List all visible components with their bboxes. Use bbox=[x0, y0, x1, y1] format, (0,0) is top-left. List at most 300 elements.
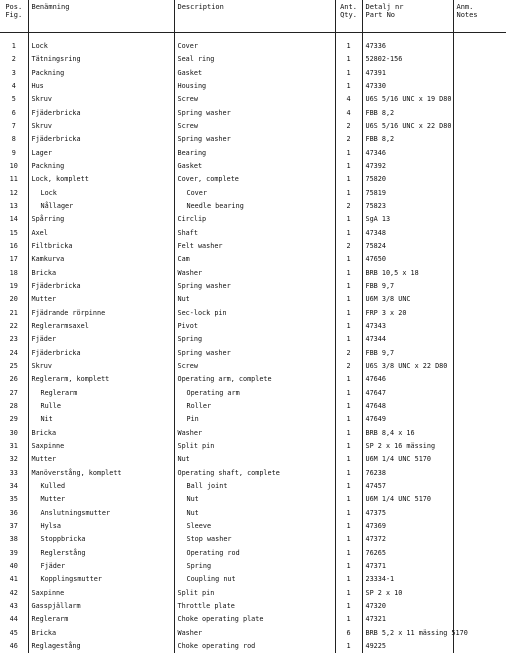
cell-pos: 42 bbox=[9, 588, 18, 597]
cell-part-no: 47321 bbox=[362, 613, 453, 626]
cell-part-no: BRB 8,4 x 16 bbox=[362, 427, 453, 440]
cell-description: Spring washer bbox=[174, 280, 335, 293]
cell-qty: 1 bbox=[335, 400, 362, 413]
cell-pos: 40 bbox=[9, 561, 18, 570]
cell-part-no: FBB 8,2 bbox=[362, 107, 453, 120]
cell-description: Nut bbox=[174, 453, 335, 466]
table-row bbox=[0, 320, 506, 333]
header-qty bbox=[335, 0, 362, 33]
cell-notes bbox=[453, 613, 506, 626]
cell-pos: 26 bbox=[9, 375, 18, 384]
cell-notes bbox=[453, 173, 506, 186]
cell-notes bbox=[453, 413, 506, 426]
cell-notes bbox=[453, 493, 506, 506]
cell-qty: 1 bbox=[335, 560, 362, 573]
cell-description: Bearing bbox=[174, 147, 335, 160]
cell-description: Operating arm, complete bbox=[174, 373, 335, 386]
table-row bbox=[0, 373, 506, 386]
cell-notes bbox=[453, 120, 506, 133]
cell-qty: 1 bbox=[335, 160, 362, 173]
cell-notes bbox=[453, 360, 506, 373]
cell-notes bbox=[453, 280, 506, 293]
cell-qty: 1 bbox=[335, 293, 362, 306]
cell-benamning: Reglerarmsaxel bbox=[28, 320, 174, 333]
cell-description: Spring washer bbox=[174, 133, 335, 146]
cell-description: Sleeve bbox=[174, 520, 335, 533]
cell-notes bbox=[453, 53, 506, 66]
cell-notes bbox=[453, 560, 506, 573]
cell-pos: 35 bbox=[9, 495, 18, 504]
cell-pos: 30 bbox=[9, 428, 18, 437]
table-row bbox=[0, 40, 506, 53]
table-row bbox=[0, 147, 506, 160]
table-row bbox=[0, 546, 506, 559]
cell-part-no: 76238 bbox=[362, 467, 453, 480]
cell-benamning: Bricka bbox=[28, 427, 174, 440]
cell-qty: 1 bbox=[335, 573, 362, 586]
cell-description: Sec-lock pin bbox=[174, 307, 335, 320]
cell-pos: 13 bbox=[9, 202, 18, 211]
header-notes-sv: Anm. bbox=[456, 3, 474, 11]
cell-benamning: Fjäderbricka bbox=[28, 280, 174, 293]
cell-part-no: SP 2 x 16 mässing bbox=[362, 440, 453, 453]
cell-benamning: Nållager bbox=[28, 200, 174, 213]
cell-notes bbox=[453, 307, 506, 320]
table-row bbox=[0, 280, 506, 293]
cell-pos: 17 bbox=[9, 255, 18, 264]
cell-notes bbox=[453, 227, 506, 240]
cell-notes bbox=[453, 107, 506, 120]
cell-qty: 2 bbox=[335, 347, 362, 360]
cell-qty: 4 bbox=[335, 107, 362, 120]
cell-part-no: 47330 bbox=[362, 80, 453, 93]
cell-notes bbox=[453, 387, 506, 400]
cell-description: Cover bbox=[174, 40, 335, 53]
cell-qty: 1 bbox=[335, 533, 362, 546]
cell-benamning: Bricka bbox=[28, 267, 174, 280]
cell-part-no: 75824 bbox=[362, 240, 453, 253]
cell-notes bbox=[453, 147, 506, 160]
cell-pos: 15 bbox=[9, 228, 18, 237]
cell-part-no: 47348 bbox=[362, 227, 453, 240]
table-row bbox=[0, 80, 506, 93]
cell-part-no: FBB 8,2 bbox=[362, 133, 453, 146]
cell-pos: 16 bbox=[9, 242, 18, 251]
cell-benamning: Packning bbox=[28, 160, 174, 173]
cell-benamning: Reglerarm bbox=[28, 387, 174, 400]
cell-qty: 2 bbox=[335, 360, 362, 373]
cell-notes bbox=[453, 240, 506, 253]
cell-description: Gasket bbox=[174, 160, 335, 173]
cell-description: Choke operating rod bbox=[174, 640, 335, 653]
cell-part-no: 47648 bbox=[362, 400, 453, 413]
cell-description: Coupling nut bbox=[174, 573, 335, 586]
cell-part-no: 75823 bbox=[362, 200, 453, 213]
cell-pos: 1 bbox=[11, 42, 16, 51]
cell-description: Seal ring bbox=[174, 53, 335, 66]
cell-description: Cover bbox=[174, 187, 335, 200]
table-row bbox=[0, 600, 506, 613]
cell-description: Split pin bbox=[174, 440, 335, 453]
cell-qty: 1 bbox=[335, 440, 362, 453]
cell-notes bbox=[453, 586, 506, 599]
cell-description: Cover, complete bbox=[174, 173, 335, 186]
header-qty-sv: Ant. bbox=[340, 3, 357, 11]
cell-pos: 39 bbox=[9, 548, 18, 557]
cell-part-no: 47650 bbox=[362, 253, 453, 266]
cell-description: Pin bbox=[174, 413, 335, 426]
cell-pos: 27 bbox=[9, 388, 18, 397]
cell-pos: 6 bbox=[11, 108, 16, 117]
cell-benamning: Kamkurva bbox=[28, 253, 174, 266]
cell-description: Split pin bbox=[174, 586, 335, 599]
cell-qty: 1 bbox=[335, 307, 362, 320]
table-row bbox=[0, 387, 506, 400]
cell-pos: 5 bbox=[11, 95, 16, 104]
cell-benamning: Nit bbox=[28, 413, 174, 426]
cell-part-no: 47391 bbox=[362, 67, 453, 80]
cell-description: Pivot bbox=[174, 320, 335, 333]
cell-benamning: Reglerstång bbox=[28, 546, 174, 559]
cell-description: Operating shaft, complete bbox=[174, 467, 335, 480]
cell-notes bbox=[453, 440, 506, 453]
cell-pos: 8 bbox=[11, 135, 16, 144]
table-row bbox=[0, 307, 506, 320]
cell-benamning: Lager bbox=[28, 147, 174, 160]
cell-qty: 1 bbox=[335, 67, 362, 80]
cell-description: Throttle plate bbox=[174, 600, 335, 613]
cell-qty: 1 bbox=[335, 480, 362, 493]
table-row bbox=[0, 626, 506, 639]
header-pos-en: Fig. bbox=[5, 11, 23, 19]
cell-pos: 18 bbox=[9, 268, 18, 277]
cell-benamning: Reglerarm bbox=[28, 613, 174, 626]
cell-qty: 1 bbox=[335, 613, 362, 626]
table-row bbox=[0, 613, 506, 626]
table-row bbox=[0, 493, 506, 506]
cell-pos: 45 bbox=[9, 628, 18, 637]
table-row bbox=[0, 187, 506, 200]
table-row bbox=[0, 267, 506, 280]
cell-qty: 2 bbox=[335, 200, 362, 213]
cell-description: Operating rod bbox=[174, 546, 335, 559]
cell-pos: 25 bbox=[9, 362, 18, 371]
cell-pos: 34 bbox=[9, 481, 18, 490]
table-row bbox=[0, 253, 506, 266]
cell-benamning: Manöverstång, komplett bbox=[28, 467, 174, 480]
table-row bbox=[0, 467, 506, 480]
cell-part-no: U6S 5/16 UNC x 19 D80 bbox=[362, 93, 453, 106]
cell-pos: 43 bbox=[9, 601, 18, 610]
cell-benamning: Filtbricka bbox=[28, 240, 174, 253]
cell-description: Screw bbox=[174, 93, 335, 106]
cell-benamning: Mutter bbox=[28, 453, 174, 466]
cell-qty: 1 bbox=[335, 147, 362, 160]
cell-qty: 1 bbox=[335, 600, 362, 613]
table-row bbox=[0, 227, 506, 240]
header-notes-en: Notes bbox=[456, 11, 478, 19]
cell-benamning: Anslutningsmutter bbox=[28, 506, 174, 519]
cell-pos: 23 bbox=[9, 335, 18, 344]
cell-qty: 1 bbox=[335, 493, 362, 506]
cell-qty: 1 bbox=[335, 467, 362, 480]
cell-part-no: 23334-1 bbox=[362, 573, 453, 586]
cell-notes bbox=[453, 213, 506, 226]
cell-pos: 41 bbox=[9, 575, 18, 584]
table-row bbox=[0, 333, 506, 346]
cell-pos: 19 bbox=[9, 282, 18, 291]
table-row bbox=[0, 533, 506, 546]
cell-description: Operating arm bbox=[174, 387, 335, 400]
cell-notes bbox=[453, 480, 506, 493]
cell-benamning: Fjäderbricka bbox=[28, 133, 174, 146]
cell-pos: 46 bbox=[9, 641, 18, 650]
cell-qty: 1 bbox=[335, 333, 362, 346]
header-pos-sv: Pos. bbox=[5, 3, 23, 11]
cell-benamning: Saxpinne bbox=[28, 440, 174, 453]
cell-pos: 28 bbox=[9, 402, 18, 411]
cell-benamning: Rulle bbox=[28, 400, 174, 413]
cell-qty: 1 bbox=[335, 213, 362, 226]
cell-part-no: 47646 bbox=[362, 373, 453, 386]
cell-part-no: FRP 3 x 20 bbox=[362, 307, 453, 320]
cell-qty: 1 bbox=[335, 173, 362, 186]
cell-qty: 1 bbox=[335, 520, 362, 533]
cell-benamning: Fjäder bbox=[28, 333, 174, 346]
cell-pos: 37 bbox=[9, 521, 18, 530]
table-row bbox=[0, 293, 506, 306]
cell-notes bbox=[453, 333, 506, 346]
header-notes bbox=[453, 0, 506, 33]
cell-part-no: 47372 bbox=[362, 533, 453, 546]
cell-qty: 1 bbox=[335, 413, 362, 426]
cell-benamning: Mutter bbox=[28, 493, 174, 506]
cell-benamning: Gasspjällarm bbox=[28, 600, 174, 613]
cell-qty: 1 bbox=[335, 253, 362, 266]
cell-benamning: Tätningsring bbox=[28, 53, 174, 66]
cell-part-no: U6M 1/4 UNC 5170 bbox=[362, 493, 453, 506]
cell-description: Washer bbox=[174, 267, 335, 280]
table-row bbox=[0, 67, 506, 80]
cell-qty: 1 bbox=[335, 427, 362, 440]
cell-notes bbox=[453, 67, 506, 80]
cell-notes bbox=[453, 453, 506, 466]
cell-pos: 14 bbox=[9, 215, 18, 224]
table-row bbox=[0, 347, 506, 360]
cell-description: Needle bearing bbox=[174, 200, 335, 213]
cell-pos: 22 bbox=[9, 322, 18, 331]
cell-pos: 10 bbox=[9, 162, 18, 171]
cell-part-no: 47371 bbox=[362, 560, 453, 573]
cell-benamning: Kulled bbox=[28, 480, 174, 493]
cell-notes bbox=[453, 467, 506, 480]
cell-benamning: Packning bbox=[28, 67, 174, 80]
table-row bbox=[0, 400, 506, 413]
table-row bbox=[0, 440, 506, 453]
parts-table-body bbox=[0, 33, 506, 654]
cell-benamning: Saxpinne bbox=[28, 586, 174, 599]
cell-notes bbox=[453, 427, 506, 440]
cell-description: Nut bbox=[174, 493, 335, 506]
cell-notes bbox=[453, 533, 506, 546]
cell-pos: 33 bbox=[9, 468, 18, 477]
cell-benamning: Fjädrande rörpinne bbox=[28, 307, 174, 320]
cell-notes bbox=[453, 506, 506, 519]
cell-pos: 11 bbox=[9, 175, 18, 184]
cell-qty: 1 bbox=[335, 640, 362, 653]
cell-part-no: BRB 10,5 x 18 bbox=[362, 267, 453, 280]
cell-description: Choke operating plate bbox=[174, 613, 335, 626]
cell-description: Shaft bbox=[174, 227, 335, 240]
table-row bbox=[0, 560, 506, 573]
cell-benamning: Spårring bbox=[28, 213, 174, 226]
cell-benamning: Skruv bbox=[28, 93, 174, 106]
cell-description: Nut bbox=[174, 506, 335, 519]
cell-notes bbox=[453, 80, 506, 93]
cell-qty: 2 bbox=[335, 240, 362, 253]
table-row bbox=[0, 120, 506, 133]
cell-pos: 4 bbox=[11, 82, 16, 91]
cell-part-no: 47346 bbox=[362, 147, 453, 160]
cell-qty: 1 bbox=[335, 546, 362, 559]
cell-notes bbox=[453, 200, 506, 213]
cell-benamning: Fjäder bbox=[28, 560, 174, 573]
cell-notes bbox=[453, 160, 506, 173]
cell-description: Gasket bbox=[174, 67, 335, 80]
cell-part-no: 47336 bbox=[362, 40, 453, 53]
cell-notes bbox=[453, 640, 506, 653]
cell-description: Spring washer bbox=[174, 107, 335, 120]
header-qty-en: Qty. bbox=[340, 11, 357, 19]
table-row bbox=[0, 520, 506, 533]
cell-qty: 1 bbox=[335, 40, 362, 53]
cell-benamning: Fjäderbricka bbox=[28, 347, 174, 360]
cell-pos: 36 bbox=[9, 508, 18, 517]
table-row bbox=[0, 586, 506, 599]
cell-benamning: Hus bbox=[28, 80, 174, 93]
cell-notes bbox=[453, 40, 506, 53]
cell-qty: 2 bbox=[335, 120, 362, 133]
cell-part-no: U6M 1/4 UNC 5170 bbox=[362, 453, 453, 466]
cell-notes bbox=[453, 347, 506, 360]
cell-qty: 1 bbox=[335, 53, 362, 66]
table-row bbox=[0, 213, 506, 226]
cell-benamning: Skruv bbox=[28, 360, 174, 373]
cell-pos: 21 bbox=[9, 308, 18, 317]
cell-benamning: Lock, komplett bbox=[28, 173, 174, 186]
cell-pos: 44 bbox=[9, 615, 18, 624]
table-row bbox=[0, 53, 506, 66]
header-benamning: Benämning bbox=[28, 0, 174, 33]
cell-description: Spring washer bbox=[174, 347, 335, 360]
cell-part-no: U6M 3/8 UNC bbox=[362, 293, 453, 306]
cell-description: Stop washer bbox=[174, 533, 335, 546]
table-row bbox=[0, 240, 506, 253]
table-row bbox=[0, 640, 506, 653]
cell-part-no: 47647 bbox=[362, 387, 453, 400]
header-pos bbox=[0, 0, 28, 33]
cell-qty: 4 bbox=[335, 93, 362, 106]
cell-description: Washer bbox=[174, 427, 335, 440]
cell-part-no: 76265 bbox=[362, 546, 453, 559]
cell-part-no: 52802-156 bbox=[362, 53, 453, 66]
cell-description: Spring bbox=[174, 560, 335, 573]
cell-qty: 1 bbox=[335, 453, 362, 466]
cell-notes bbox=[453, 373, 506, 386]
cell-pos: 7 bbox=[11, 122, 16, 131]
cell-notes bbox=[453, 546, 506, 559]
cell-qty: 1 bbox=[335, 387, 362, 400]
table-row bbox=[0, 506, 506, 519]
cell-description: Circlip bbox=[174, 213, 335, 226]
cell-notes bbox=[453, 320, 506, 333]
cell-qty: 1 bbox=[335, 506, 362, 519]
cell-benamning: Kopplingsmutter bbox=[28, 573, 174, 586]
table-row bbox=[0, 93, 506, 106]
cell-qty: 1 bbox=[335, 267, 362, 280]
table-row bbox=[0, 480, 506, 493]
table-row bbox=[0, 413, 506, 426]
header-part bbox=[362, 0, 453, 33]
cell-notes bbox=[453, 93, 506, 106]
cell-notes bbox=[453, 187, 506, 200]
cell-benamning: Skruv bbox=[28, 120, 174, 133]
cell-part-no: 47369 bbox=[362, 520, 453, 533]
cell-notes bbox=[453, 133, 506, 146]
table-row bbox=[0, 200, 506, 213]
cell-benamning: Lock bbox=[28, 40, 174, 53]
cell-part-no: 47649 bbox=[362, 413, 453, 426]
cell-description: Washer bbox=[174, 626, 335, 639]
cell-benamning: Hylsa bbox=[28, 520, 174, 533]
table-row bbox=[0, 427, 506, 440]
cell-part-no: 47392 bbox=[362, 160, 453, 173]
cell-part-no: 47457 bbox=[362, 480, 453, 493]
header-description: Description bbox=[174, 0, 335, 33]
cell-description: Screw bbox=[174, 360, 335, 373]
cell-notes bbox=[453, 520, 506, 533]
header-part-sv: Detalj nr bbox=[365, 3, 404, 11]
cell-description: Nut bbox=[174, 293, 335, 306]
cell-notes bbox=[453, 293, 506, 306]
cell-notes bbox=[453, 573, 506, 586]
table-row bbox=[0, 173, 506, 186]
cell-qty: 6 bbox=[335, 626, 362, 639]
cell-description: Felt washer bbox=[174, 240, 335, 253]
cell-description: Ball joint bbox=[174, 480, 335, 493]
cell-qty: 2 bbox=[335, 133, 362, 146]
table-row bbox=[0, 133, 506, 146]
cell-pos: 32 bbox=[9, 455, 18, 464]
cell-benamning: Stoppbricka bbox=[28, 533, 174, 546]
cell-notes bbox=[453, 400, 506, 413]
table-row bbox=[0, 573, 506, 586]
cell-part-no: BRB 5,2 x 11 mässing 5170 bbox=[362, 626, 453, 639]
cell-part-no: 47375 bbox=[362, 506, 453, 519]
table-header-row bbox=[0, 0, 506, 33]
cell-part-no: FBB 9,7 bbox=[362, 280, 453, 293]
cell-notes bbox=[453, 253, 506, 266]
cell-pos: 9 bbox=[11, 148, 16, 157]
cell-part-no: U6S 5/16 UNC x 22 D80 bbox=[362, 120, 453, 133]
table-row bbox=[0, 160, 506, 173]
table-row bbox=[0, 107, 506, 120]
cell-pos: 29 bbox=[9, 415, 18, 424]
cell-part-no: SgA 13 bbox=[362, 213, 453, 226]
cell-qty: 1 bbox=[335, 320, 362, 333]
cell-benamning: Bricka bbox=[28, 626, 174, 639]
cell-benamning: Fjäderbricka bbox=[28, 107, 174, 120]
